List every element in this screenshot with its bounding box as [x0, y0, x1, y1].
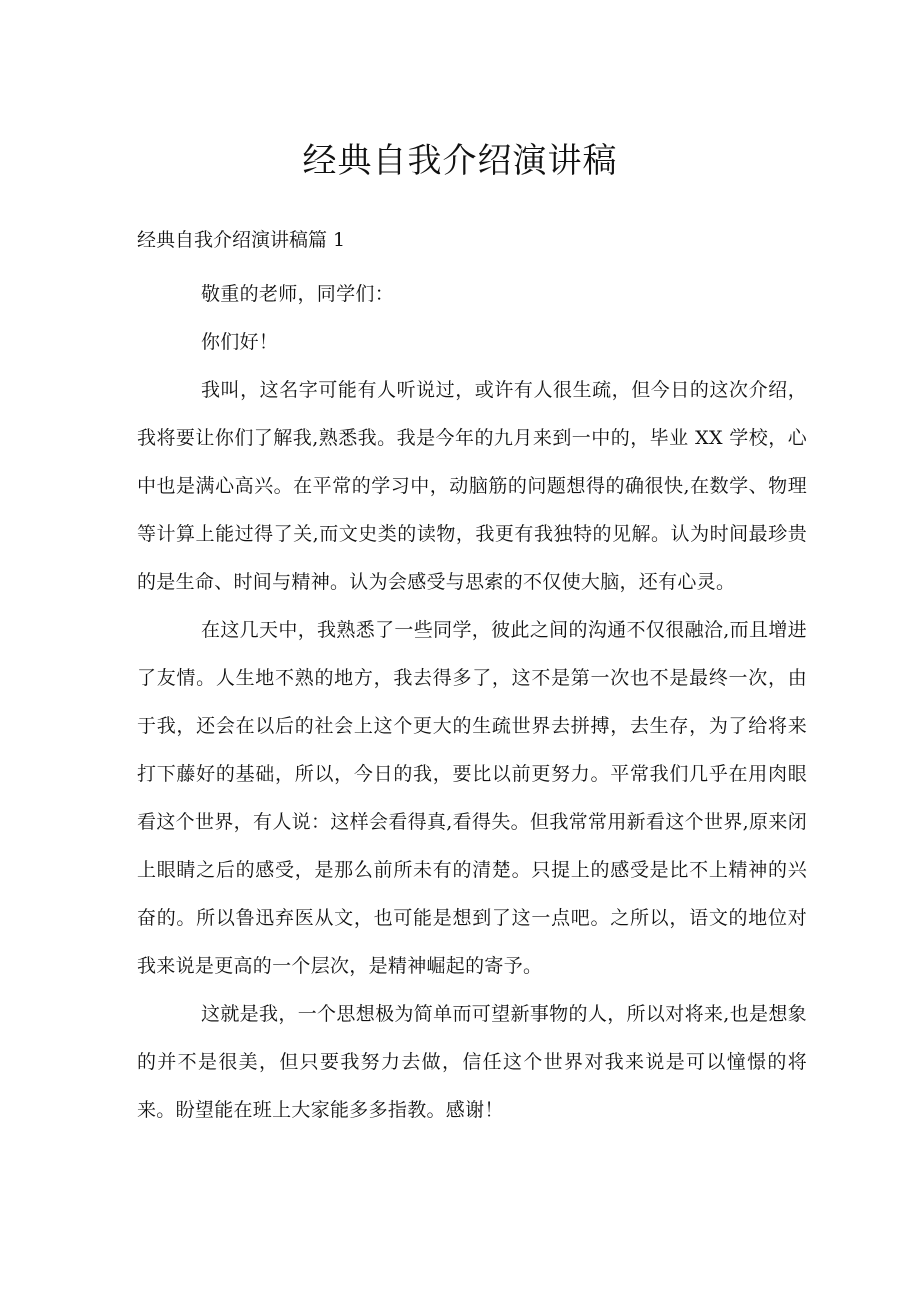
paragraph-hello: 你们好！: [201, 331, 279, 353]
paragraph-closing: 这就是我，一个思想极为简单而可望新事物的人，所以对将来,也是想象的并不是很美，但只要我努力去做，信任这个世界对我来说是可以憧憬的将来。盼望能在班上大家能多多指教。感谢！: [137, 1003, 807, 1121]
section-heading: 经典自我介绍演讲稿篇 1: [137, 229, 346, 251]
paragraph-introduction: 我叫，这名字可能有人听说过，或许有人很生疏，但今日的这次介绍，我将要让你们了解我,熟悉我。我是今年的九月来到一中的，毕业 XX 学校，心中也是满心高兴。在平常的学习中，动脑筋的问题想得的确很快,在数学、物理等计算上能过得了关,而文史类的读物，我更有我独特的见解。认为时间最珍贵的是生命、时间与精神。认为会感受与思索的不仅使大脑，还有心灵。: [137, 379, 807, 593]
paragraph-greeting: 敬重的老师，同学们：: [201, 283, 395, 305]
paragraph-experience: 在这几天中，我熟悉了一些同学，彼此之间的沟通不仅很融洽,而且增进了友情。人生地不熟的地方，我去得多了，这不是第一次也不是最终一次，由于我，还会在以后的社会上这个更大的生疏世界去拼搏，去生存，为了给将来打下藤好的基础，所以，今日的我，要比以前更努力。平常我们几乎在用肉眼看这个世界，有人说：这样会看得真,看得失。但我常常用新看这个世界,原来闭上眼睛之后的感受，是那么前所未有的清楚。只提上的感受是比不上精神的兴奋的。所以鲁迅弃医从文，也可能是想到了这一点吧。之所以，语文的地位对我来说是更高的一个层次，是精神崛起的寄予。: [137, 619, 807, 977]
document-title: 经典自我介绍演讲稿: [302, 141, 618, 181]
document-body: [137, 270, 807, 1134]
